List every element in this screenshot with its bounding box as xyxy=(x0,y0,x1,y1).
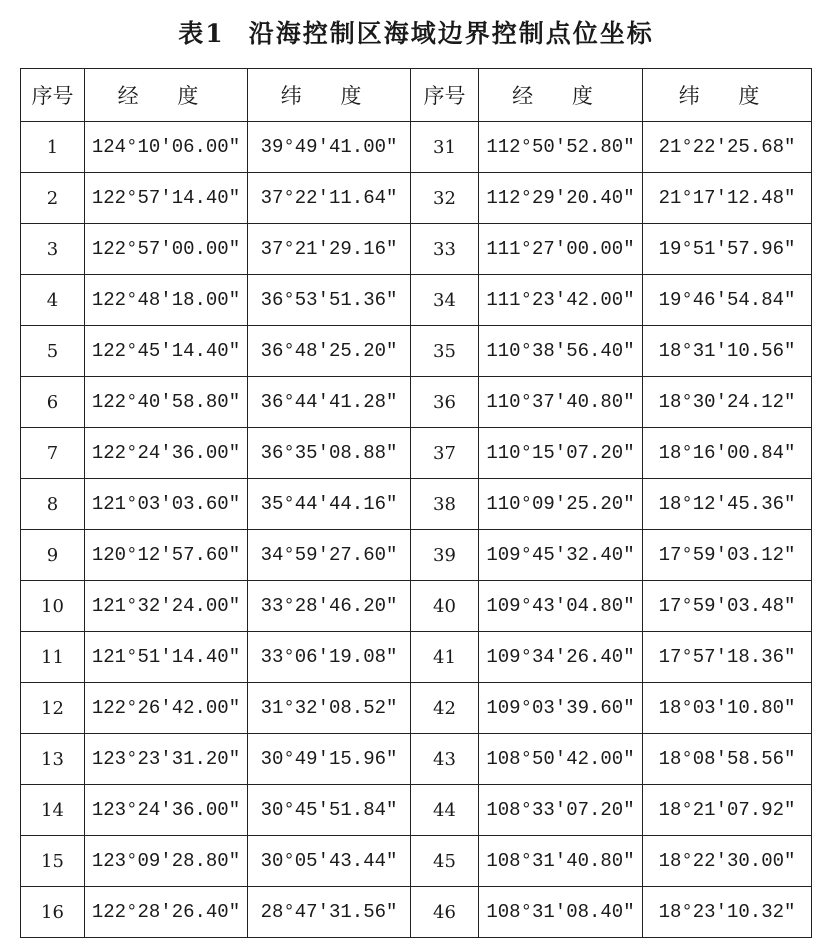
header-longitude-right: 经 度 xyxy=(479,69,643,122)
longitude-cell: 110°38′56.40″ xyxy=(479,326,643,377)
point-index: 39 xyxy=(411,530,479,581)
point-index: 14 xyxy=(21,785,85,836)
longitude-cell: 110°15′07.20″ xyxy=(479,428,643,479)
latitude-cell: 19°46′54.84″ xyxy=(643,275,812,326)
latitude-cell: 18°31′10.56″ xyxy=(643,326,812,377)
longitude-cell: 123°09′28.80″ xyxy=(85,836,248,887)
point-index: 6 xyxy=(21,377,85,428)
point-index: 10 xyxy=(21,581,85,632)
longitude-cell: 122°28′26.40″ xyxy=(85,887,248,938)
longitude-cell: 122°57′00.00″ xyxy=(85,224,248,275)
longitude-cell: 108°50′42.00″ xyxy=(479,734,643,785)
point-index: 16 xyxy=(21,887,85,938)
table-row xyxy=(21,479,812,530)
longitude-cell: 112°50′52.80″ xyxy=(479,122,643,173)
point-index: 33 xyxy=(411,224,479,275)
latitude-cell: 33°06′19.08″ xyxy=(248,632,411,683)
table-row xyxy=(21,428,812,479)
point-index: 13 xyxy=(21,734,85,785)
latitude-cell: 35°44′44.16″ xyxy=(248,479,411,530)
point-index: 34 xyxy=(411,275,479,326)
point-index: 43 xyxy=(411,734,479,785)
latitude-cell: 36°35′08.88″ xyxy=(248,428,411,479)
header-latitude-left: 纬 度 xyxy=(248,69,411,122)
point-index: 9 xyxy=(21,530,85,581)
longitude-cell: 111°23′42.00″ xyxy=(479,275,643,326)
latitude-cell: 36°53′51.36″ xyxy=(248,275,411,326)
table-row xyxy=(21,581,812,632)
table-row xyxy=(21,122,812,173)
point-index: 12 xyxy=(21,683,85,734)
longitude-cell: 122°45′14.40″ xyxy=(85,326,248,377)
latitude-cell: 30°49′15.96″ xyxy=(248,734,411,785)
longitude-cell: 110°09′25.20″ xyxy=(479,479,643,530)
latitude-cell: 18°03′10.80″ xyxy=(643,683,812,734)
point-index: 4 xyxy=(21,275,85,326)
point-index: 31 xyxy=(411,122,479,173)
longitude-cell: 122°26′42.00″ xyxy=(85,683,248,734)
table-row xyxy=(21,224,812,275)
table-row xyxy=(21,530,812,581)
latitude-cell: 21°17′12.48″ xyxy=(643,173,812,224)
point-index: 1 xyxy=(21,122,85,173)
point-index: 8 xyxy=(21,479,85,530)
point-index: 36 xyxy=(411,377,479,428)
longitude-cell: 108°31′40.80″ xyxy=(479,836,643,887)
point-index: 37 xyxy=(411,428,479,479)
longitude-cell: 108°31′08.40″ xyxy=(479,887,643,938)
latitude-cell: 37°21′29.16″ xyxy=(248,224,411,275)
longitude-cell: 110°37′40.80″ xyxy=(479,377,643,428)
latitude-cell: 17°59′03.12″ xyxy=(643,530,812,581)
coordinates-table xyxy=(20,68,812,938)
point-index: 3 xyxy=(21,224,85,275)
latitude-cell: 17°59′03.48″ xyxy=(643,581,812,632)
longitude-cell: 121°32′24.00″ xyxy=(85,581,248,632)
point-index: 15 xyxy=(21,836,85,887)
table-row xyxy=(21,836,812,887)
point-index: 2 xyxy=(21,173,85,224)
longitude-cell: 120°12′57.60″ xyxy=(85,530,248,581)
latitude-cell: 30°05′43.44″ xyxy=(248,836,411,887)
latitude-cell: 19°51′57.96″ xyxy=(643,224,812,275)
latitude-cell: 36°48′25.20″ xyxy=(248,326,411,377)
latitude-cell: 18°08′58.56″ xyxy=(643,734,812,785)
longitude-cell: 111°27′00.00″ xyxy=(479,224,643,275)
header-index-left: 序号 xyxy=(21,69,85,122)
header-latitude-right: 纬 度 xyxy=(643,69,812,122)
point-index: 46 xyxy=(411,887,479,938)
table-row xyxy=(21,785,812,836)
latitude-cell: 34°59′27.60″ xyxy=(248,530,411,581)
point-index: 35 xyxy=(411,326,479,377)
latitude-cell: 18°22′30.00″ xyxy=(643,836,812,887)
header-index-right: 序号 xyxy=(411,69,479,122)
longitude-cell: 123°23′31.20″ xyxy=(85,734,248,785)
latitude-cell: 36°44′41.28″ xyxy=(248,377,411,428)
longitude-cell: 109°43′04.80″ xyxy=(479,581,643,632)
longitude-cell: 109°03′39.60″ xyxy=(479,683,643,734)
latitude-cell: 28°47′31.56″ xyxy=(248,887,411,938)
longitude-cell: 112°29′20.40″ xyxy=(479,173,643,224)
latitude-cell: 18°21′07.92″ xyxy=(643,785,812,836)
table-row xyxy=(21,632,812,683)
table-row xyxy=(21,734,812,785)
latitude-cell: 21°22′25.68″ xyxy=(643,122,812,173)
point-index: 5 xyxy=(21,326,85,377)
point-index: 11 xyxy=(21,632,85,683)
longitude-cell: 124°10′06.00″ xyxy=(85,122,248,173)
latitude-cell: 33°28′46.20″ xyxy=(248,581,411,632)
point-index: 44 xyxy=(411,785,479,836)
table-row xyxy=(21,377,812,428)
longitude-cell: 121°03′03.60″ xyxy=(85,479,248,530)
point-index: 7 xyxy=(21,428,85,479)
point-index: 32 xyxy=(411,173,479,224)
longitude-cell: 122°57′14.40″ xyxy=(85,173,248,224)
latitude-cell: 37°22′11.64″ xyxy=(248,173,411,224)
table-row xyxy=(21,275,812,326)
latitude-cell: 18°16′00.84″ xyxy=(643,428,812,479)
longitude-cell: 122°48′18.00″ xyxy=(85,275,248,326)
longitude-cell: 109°45′32.40″ xyxy=(479,530,643,581)
latitude-cell: 18°30′24.12″ xyxy=(643,377,812,428)
point-index: 41 xyxy=(411,632,479,683)
header-longitude-left: 经 度 xyxy=(85,69,248,122)
latitude-cell: 17°57′18.36″ xyxy=(643,632,812,683)
table-row xyxy=(21,887,812,938)
latitude-cell: 18°12′45.36″ xyxy=(643,479,812,530)
longitude-cell: 121°51′14.40″ xyxy=(85,632,248,683)
latitude-cell: 18°23′10.32″ xyxy=(643,887,812,938)
header-row xyxy=(21,69,812,122)
longitude-cell: 122°24′36.00″ xyxy=(85,428,248,479)
longitude-cell: 109°34′26.40″ xyxy=(479,632,643,683)
longitude-cell: 123°24′36.00″ xyxy=(85,785,248,836)
longitude-cell: 122°40′58.80″ xyxy=(85,377,248,428)
longitude-cell: 108°33′07.20″ xyxy=(479,785,643,836)
table-caption: 沿海控制区海域边界控制点位坐标 xyxy=(248,19,654,48)
latitude-cell: 39°49′41.00″ xyxy=(248,122,411,173)
table-title xyxy=(0,14,832,50)
table-row xyxy=(21,173,812,224)
table-row xyxy=(21,326,812,377)
point-index: 45 xyxy=(411,836,479,887)
point-index: 42 xyxy=(411,683,479,734)
latitude-cell: 30°45′51.84″ xyxy=(248,785,411,836)
latitude-cell: 31°32′08.52″ xyxy=(248,683,411,734)
table-number: 表1 xyxy=(178,19,225,48)
point-index: 38 xyxy=(411,479,479,530)
table-row xyxy=(21,683,812,734)
point-index: 40 xyxy=(411,581,479,632)
